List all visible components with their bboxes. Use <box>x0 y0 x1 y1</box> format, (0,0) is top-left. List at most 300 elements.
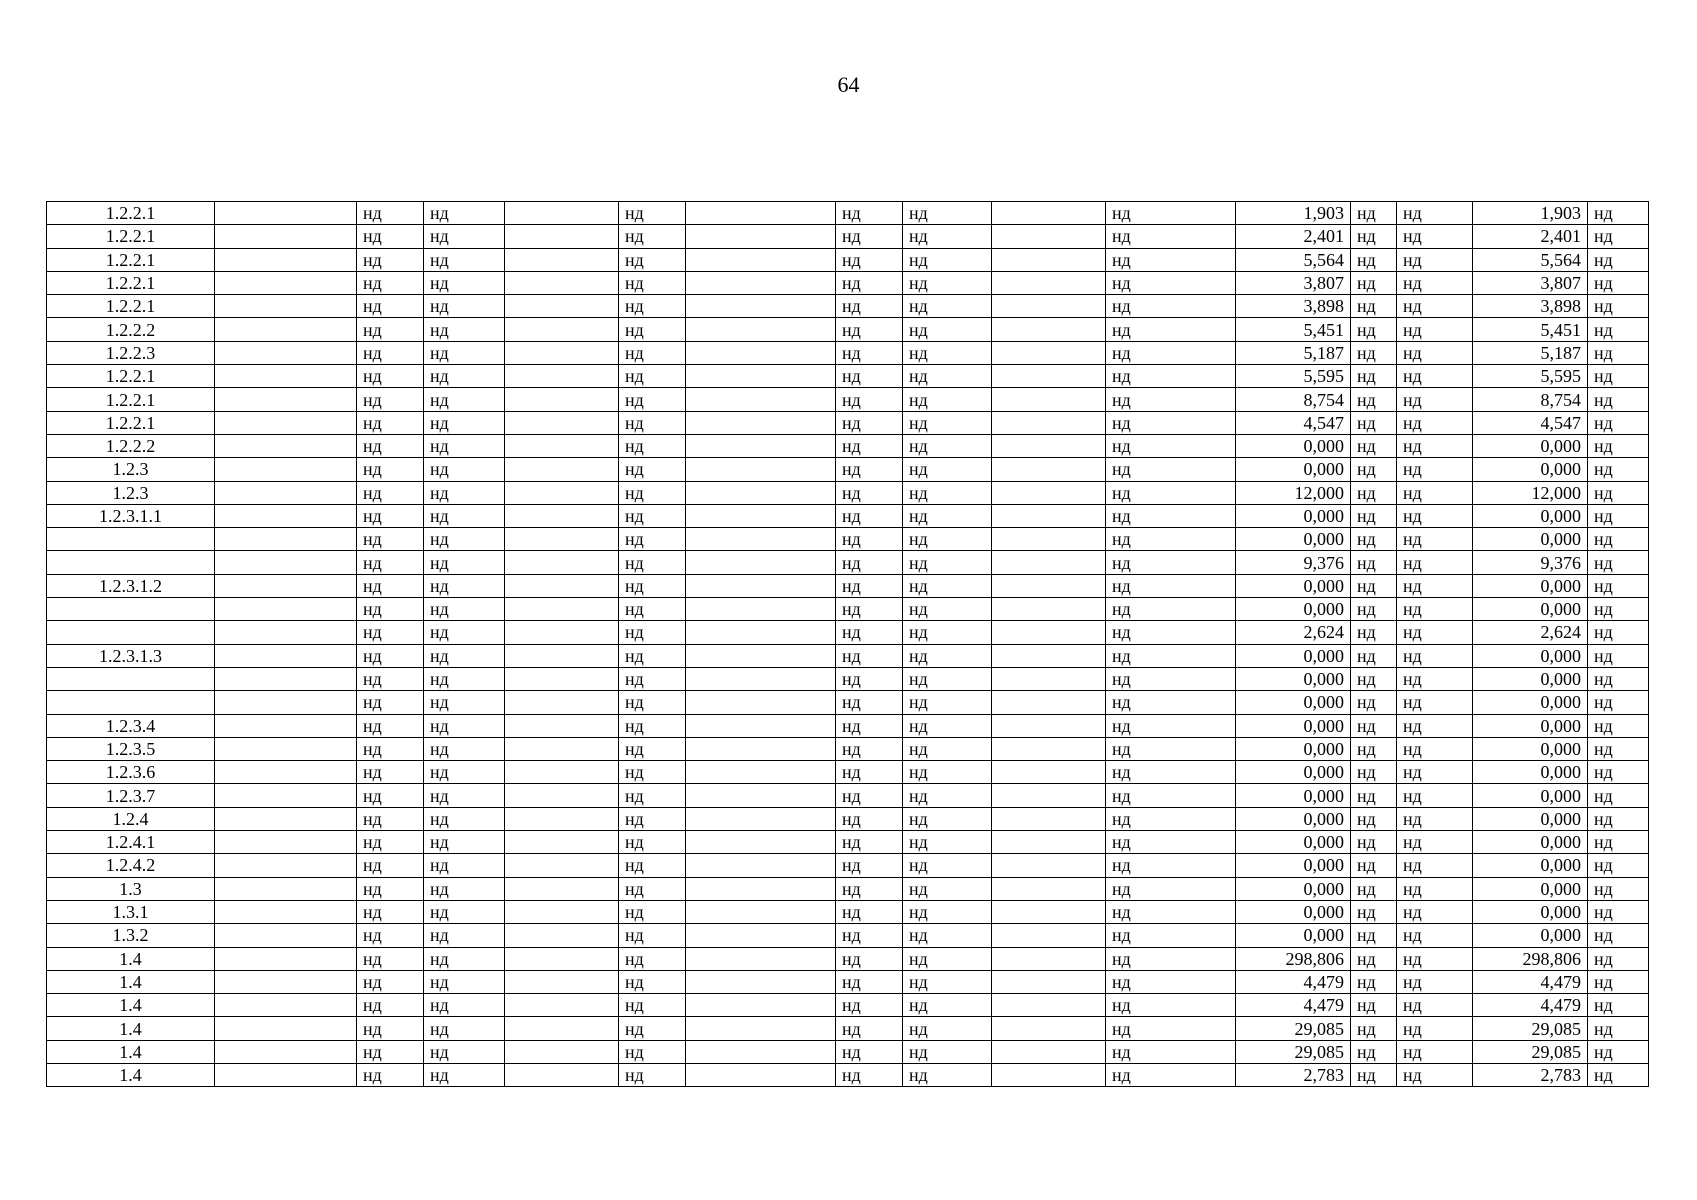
na-cell: нд <box>424 225 505 248</box>
row-code-cell: 1.3.2 <box>47 924 215 947</box>
value-b-cell: 0,000 <box>1473 458 1588 481</box>
na-cell: нд <box>1351 295 1397 318</box>
empty-cell <box>215 551 357 574</box>
na-cell: нд <box>357 1040 424 1063</box>
value-a-cell: 0,000 <box>1236 737 1351 760</box>
empty-cell <box>215 574 357 597</box>
na-cell: нд <box>357 924 424 947</box>
na-cell: нд <box>619 551 686 574</box>
na-cell: нд <box>836 434 903 457</box>
na-cell: нд <box>836 598 903 621</box>
empty-cell <box>505 248 619 271</box>
empty-cell <box>215 341 357 364</box>
row-code-cell: 1.2.3 <box>47 481 215 504</box>
value-a-cell: 2,401 <box>1236 225 1351 248</box>
na-cell: нд <box>619 667 686 690</box>
value-b-cell: 0,000 <box>1473 691 1588 714</box>
na-cell: нд <box>1351 388 1397 411</box>
na-cell: нд <box>357 621 424 644</box>
na-cell: нд <box>424 784 505 807</box>
empty-cell <box>505 924 619 947</box>
na-cell: нд <box>903 691 992 714</box>
na-cell: нд <box>619 784 686 807</box>
na-cell: нд <box>619 761 686 784</box>
na-cell: нд <box>903 271 992 294</box>
empty-cell <box>505 411 619 434</box>
na-cell: нд <box>357 970 424 993</box>
na-cell: нд <box>1351 737 1397 760</box>
value-b-cell: 0,000 <box>1473 831 1588 854</box>
na-cell: нд <box>357 365 424 388</box>
na-cell: нд <box>836 877 903 900</box>
na-cell: нд <box>1397 504 1473 527</box>
empty-cell <box>505 598 619 621</box>
na-cell: нд <box>357 831 424 854</box>
value-b-cell: 4,479 <box>1473 970 1588 993</box>
na-cell: нд <box>1106 295 1236 318</box>
na-cell: нд <box>1588 924 1649 947</box>
na-cell: нд <box>424 691 505 714</box>
empty-cell <box>992 1040 1106 1063</box>
na-cell: нд <box>424 947 505 970</box>
empty-cell <box>992 1017 1106 1040</box>
empty-cell <box>686 854 836 877</box>
na-cell: нд <box>424 202 505 225</box>
empty-cell <box>992 737 1106 760</box>
empty-cell <box>215 1040 357 1063</box>
empty-cell <box>505 551 619 574</box>
na-cell: нд <box>836 295 903 318</box>
na-cell: нд <box>1588 644 1649 667</box>
empty-cell <box>215 924 357 947</box>
na-cell: нд <box>903 411 992 434</box>
value-a-cell: 0,000 <box>1236 434 1351 457</box>
empty-cell <box>215 970 357 993</box>
empty-cell <box>992 854 1106 877</box>
empty-cell <box>992 551 1106 574</box>
empty-cell <box>686 458 836 481</box>
empty-cell <box>686 807 836 830</box>
na-cell: нд <box>1588 248 1649 271</box>
na-cell: нд <box>424 248 505 271</box>
na-cell: нд <box>1588 458 1649 481</box>
empty-cell <box>505 831 619 854</box>
row-code-cell <box>47 621 215 644</box>
na-cell: нд <box>1351 504 1397 527</box>
na-cell: нд <box>619 621 686 644</box>
na-cell: нд <box>357 691 424 714</box>
na-cell: нд <box>903 481 992 504</box>
value-a-cell: 0,000 <box>1236 877 1351 900</box>
table-row <box>47 1017 1649 1040</box>
na-cell: нд <box>357 318 424 341</box>
na-cell: нд <box>1397 528 1473 551</box>
empty-cell <box>215 644 357 667</box>
empty-cell <box>686 481 836 504</box>
na-cell: нд <box>903 924 992 947</box>
value-b-cell: 2,401 <box>1473 225 1588 248</box>
na-cell: нд <box>1106 994 1236 1017</box>
na-cell: нд <box>836 1017 903 1040</box>
table-row <box>47 388 1649 411</box>
na-cell: нд <box>424 900 505 923</box>
na-cell: нд <box>1397 691 1473 714</box>
row-code-cell: 1.3 <box>47 877 215 900</box>
empty-cell <box>686 225 836 248</box>
row-code-cell: 1.2.2.3 <box>47 341 215 364</box>
na-cell: нд <box>1106 341 1236 364</box>
empty-cell <box>505 900 619 923</box>
na-cell: нд <box>836 225 903 248</box>
empty-cell <box>505 202 619 225</box>
row-code-cell: 1.2.2.1 <box>47 365 215 388</box>
na-cell: нд <box>1351 807 1397 830</box>
row-code-cell: 1.2.3.1.3 <box>47 644 215 667</box>
empty-cell <box>215 271 357 294</box>
value-b-cell: 4,479 <box>1473 994 1588 1017</box>
empty-cell <box>505 318 619 341</box>
empty-cell <box>505 434 619 457</box>
value-a-cell: 5,595 <box>1236 365 1351 388</box>
na-cell: нд <box>836 691 903 714</box>
na-cell: нд <box>1106 877 1236 900</box>
na-cell: нд <box>1588 574 1649 597</box>
na-cell: нд <box>1397 807 1473 830</box>
na-cell: нд <box>1351 761 1397 784</box>
empty-cell <box>686 1017 836 1040</box>
na-cell: нд <box>903 900 992 923</box>
na-cell: нд <box>1351 714 1397 737</box>
na-cell: нд <box>1106 528 1236 551</box>
na-cell: нд <box>836 551 903 574</box>
na-cell: нд <box>619 924 686 947</box>
na-cell: нд <box>836 807 903 830</box>
empty-cell <box>686 1063 836 1086</box>
row-code-cell: 1.2.2.1 <box>47 248 215 271</box>
empty-cell <box>505 854 619 877</box>
empty-cell <box>505 271 619 294</box>
value-a-cell: 9,376 <box>1236 551 1351 574</box>
na-cell: нд <box>836 388 903 411</box>
empty-cell <box>992 970 1106 993</box>
row-code-cell: 1.2.3.1.1 <box>47 504 215 527</box>
row-code-cell: 1.2.2.1 <box>47 411 215 434</box>
row-code-cell <box>47 528 215 551</box>
na-cell: нд <box>619 994 686 1017</box>
na-cell: нд <box>1397 318 1473 341</box>
na-cell: нд <box>424 295 505 318</box>
na-cell: нд <box>619 807 686 830</box>
na-cell: нд <box>1397 877 1473 900</box>
value-b-cell: 0,000 <box>1473 737 1588 760</box>
na-cell: нд <box>619 295 686 318</box>
row-code-cell: 1.2.3.7 <box>47 784 215 807</box>
empty-cell <box>992 761 1106 784</box>
na-cell: нд <box>424 807 505 830</box>
empty-cell <box>505 1017 619 1040</box>
empty-cell <box>686 295 836 318</box>
na-cell: нд <box>1106 365 1236 388</box>
na-cell: нд <box>424 481 505 504</box>
na-cell: нд <box>424 1040 505 1063</box>
na-cell: нд <box>1397 994 1473 1017</box>
empty-cell <box>686 667 836 690</box>
empty-cell <box>992 947 1106 970</box>
na-cell: нд <box>424 877 505 900</box>
na-cell: нд <box>1106 970 1236 993</box>
empty-cell <box>215 411 357 434</box>
na-cell: нд <box>1106 411 1236 434</box>
na-cell: нд <box>903 504 992 527</box>
empty-cell <box>505 458 619 481</box>
na-cell: нд <box>903 1040 992 1063</box>
na-cell: нд <box>903 761 992 784</box>
na-cell: нд <box>1397 970 1473 993</box>
table-row <box>47 831 1649 854</box>
na-cell: нд <box>1397 481 1473 504</box>
value-a-cell: 0,000 <box>1236 528 1351 551</box>
row-code-cell <box>47 551 215 574</box>
na-cell: нд <box>1351 644 1397 667</box>
empty-cell <box>505 667 619 690</box>
value-a-cell: 0,000 <box>1236 831 1351 854</box>
table-row <box>47 714 1649 737</box>
na-cell: нд <box>424 854 505 877</box>
na-cell: нд <box>836 900 903 923</box>
na-cell: нд <box>357 225 424 248</box>
empty-cell <box>686 202 836 225</box>
na-cell: нд <box>836 318 903 341</box>
value-b-cell: 0,000 <box>1473 598 1588 621</box>
empty-cell <box>992 667 1106 690</box>
empty-cell <box>686 341 836 364</box>
empty-cell <box>686 504 836 527</box>
na-cell: нд <box>1351 947 1397 970</box>
value-a-cell: 0,000 <box>1236 854 1351 877</box>
value-a-cell: 0,000 <box>1236 900 1351 923</box>
na-cell: нд <box>424 551 505 574</box>
na-cell: нд <box>619 574 686 597</box>
na-cell: нд <box>1106 1063 1236 1086</box>
na-cell: нд <box>619 225 686 248</box>
na-cell: нд <box>357 644 424 667</box>
row-code-cell: 1.2.3 <box>47 458 215 481</box>
empty-cell <box>686 1040 836 1063</box>
value-b-cell: 0,000 <box>1473 900 1588 923</box>
na-cell: нд <box>357 574 424 597</box>
na-cell: нд <box>903 365 992 388</box>
na-cell: нд <box>1351 621 1397 644</box>
na-cell: нд <box>1397 388 1473 411</box>
na-cell: нд <box>1351 271 1397 294</box>
empty-cell <box>505 691 619 714</box>
value-a-cell: 0,000 <box>1236 644 1351 667</box>
na-cell: нд <box>1397 1017 1473 1040</box>
na-cell: нд <box>424 271 505 294</box>
empty-cell <box>992 481 1106 504</box>
na-cell: нд <box>836 1040 903 1063</box>
na-cell: нд <box>1397 248 1473 271</box>
value-a-cell: 1,903 <box>1236 202 1351 225</box>
na-cell: нд <box>1588 667 1649 690</box>
na-cell: нд <box>1588 202 1649 225</box>
na-cell: нд <box>1588 807 1649 830</box>
na-cell: нд <box>1397 574 1473 597</box>
na-cell: нд <box>424 970 505 993</box>
empty-cell <box>505 388 619 411</box>
na-cell: нд <box>1351 1017 1397 1040</box>
value-b-cell: 5,564 <box>1473 248 1588 271</box>
na-cell: нд <box>357 434 424 457</box>
na-cell: нд <box>1397 295 1473 318</box>
table-row <box>47 225 1649 248</box>
na-cell: нд <box>424 458 505 481</box>
na-cell: нд <box>424 434 505 457</box>
na-cell: нд <box>424 598 505 621</box>
empty-cell <box>215 388 357 411</box>
na-cell: нд <box>836 994 903 1017</box>
na-cell: нд <box>1588 900 1649 923</box>
empty-cell <box>505 295 619 318</box>
value-a-cell: 12,000 <box>1236 481 1351 504</box>
na-cell: нд <box>619 900 686 923</box>
na-cell: нд <box>903 714 992 737</box>
empty-cell <box>215 225 357 248</box>
na-cell: нд <box>619 877 686 900</box>
empty-cell <box>686 271 836 294</box>
row-code-cell: 1.2.2.2 <box>47 434 215 457</box>
na-cell: нд <box>903 737 992 760</box>
na-cell: нд <box>1397 947 1473 970</box>
na-cell: нд <box>619 947 686 970</box>
na-cell: нд <box>1106 481 1236 504</box>
na-cell: нд <box>836 737 903 760</box>
value-b-cell: 0,000 <box>1473 434 1588 457</box>
empty-cell <box>215 831 357 854</box>
na-cell: нд <box>903 341 992 364</box>
empty-cell <box>686 737 836 760</box>
na-cell: нд <box>1588 365 1649 388</box>
value-a-cell: 0,000 <box>1236 598 1351 621</box>
value-b-cell: 29,085 <box>1473 1017 1588 1040</box>
empty-cell <box>215 202 357 225</box>
na-cell: нд <box>1397 551 1473 574</box>
na-cell: нд <box>424 528 505 551</box>
table-row <box>47 481 1649 504</box>
na-cell: нд <box>357 271 424 294</box>
value-b-cell: 0,000 <box>1473 528 1588 551</box>
na-cell: нд <box>903 574 992 597</box>
na-cell: нд <box>1588 225 1649 248</box>
table-row <box>47 458 1649 481</box>
value-b-cell: 1,903 <box>1473 202 1588 225</box>
empty-cell <box>992 295 1106 318</box>
empty-cell <box>215 365 357 388</box>
na-cell: нд <box>1588 411 1649 434</box>
na-cell: нд <box>619 202 686 225</box>
na-cell: нд <box>1588 528 1649 551</box>
table-row <box>47 528 1649 551</box>
na-cell: нд <box>357 481 424 504</box>
na-cell: нд <box>1397 644 1473 667</box>
na-cell: нд <box>1351 691 1397 714</box>
na-cell: нд <box>836 271 903 294</box>
na-cell: нд <box>903 621 992 644</box>
row-code-cell: 1.4 <box>47 1063 215 1086</box>
empty-cell <box>215 761 357 784</box>
na-cell: нд <box>1588 1063 1649 1086</box>
na-cell: нд <box>1588 994 1649 1017</box>
na-cell: нд <box>1106 644 1236 667</box>
empty-cell <box>992 225 1106 248</box>
table-row <box>47 551 1649 574</box>
na-cell: нд <box>1351 970 1397 993</box>
na-cell: нд <box>903 877 992 900</box>
na-cell: нд <box>1106 248 1236 271</box>
na-cell: нд <box>357 295 424 318</box>
value-b-cell: 8,754 <box>1473 388 1588 411</box>
empty-cell <box>215 900 357 923</box>
na-cell: нд <box>1106 434 1236 457</box>
na-cell: нд <box>1106 598 1236 621</box>
empty-cell <box>686 318 836 341</box>
na-cell: нд <box>619 714 686 737</box>
table-row <box>47 202 1649 225</box>
value-a-cell: 5,187 <box>1236 341 1351 364</box>
na-cell: нд <box>836 202 903 225</box>
na-cell: нд <box>1351 784 1397 807</box>
na-cell: нд <box>1397 202 1473 225</box>
empty-cell <box>992 504 1106 527</box>
empty-cell <box>992 341 1106 364</box>
value-a-cell: 0,000 <box>1236 924 1351 947</box>
na-cell: нд <box>357 458 424 481</box>
value-a-cell: 0,000 <box>1236 504 1351 527</box>
empty-cell <box>992 574 1106 597</box>
empty-cell <box>992 644 1106 667</box>
value-a-cell: 3,807 <box>1236 271 1351 294</box>
empty-cell <box>992 900 1106 923</box>
na-cell: нд <box>1397 621 1473 644</box>
na-cell: нд <box>903 388 992 411</box>
value-a-cell: 0,000 <box>1236 574 1351 597</box>
na-cell: нд <box>1351 854 1397 877</box>
empty-cell <box>215 528 357 551</box>
na-cell: нд <box>1106 551 1236 574</box>
empty-cell <box>505 574 619 597</box>
na-cell: нд <box>1106 784 1236 807</box>
na-cell: нд <box>357 877 424 900</box>
na-cell: нд <box>903 970 992 993</box>
na-cell: нд <box>619 271 686 294</box>
table-row <box>47 691 1649 714</box>
na-cell: нд <box>1351 202 1397 225</box>
row-code-cell: 1.2.3.6 <box>47 761 215 784</box>
na-cell: нд <box>1106 667 1236 690</box>
table-row <box>47 761 1649 784</box>
na-cell: нд <box>903 1063 992 1086</box>
empty-cell <box>505 994 619 1017</box>
value-a-cell: 0,000 <box>1236 691 1351 714</box>
na-cell: нд <box>357 761 424 784</box>
empty-cell <box>992 621 1106 644</box>
na-cell: нд <box>1351 924 1397 947</box>
empty-cell <box>992 528 1106 551</box>
na-cell: нд <box>1588 1017 1649 1040</box>
na-cell: нд <box>619 1063 686 1086</box>
empty-cell <box>505 225 619 248</box>
na-cell: нд <box>903 947 992 970</box>
